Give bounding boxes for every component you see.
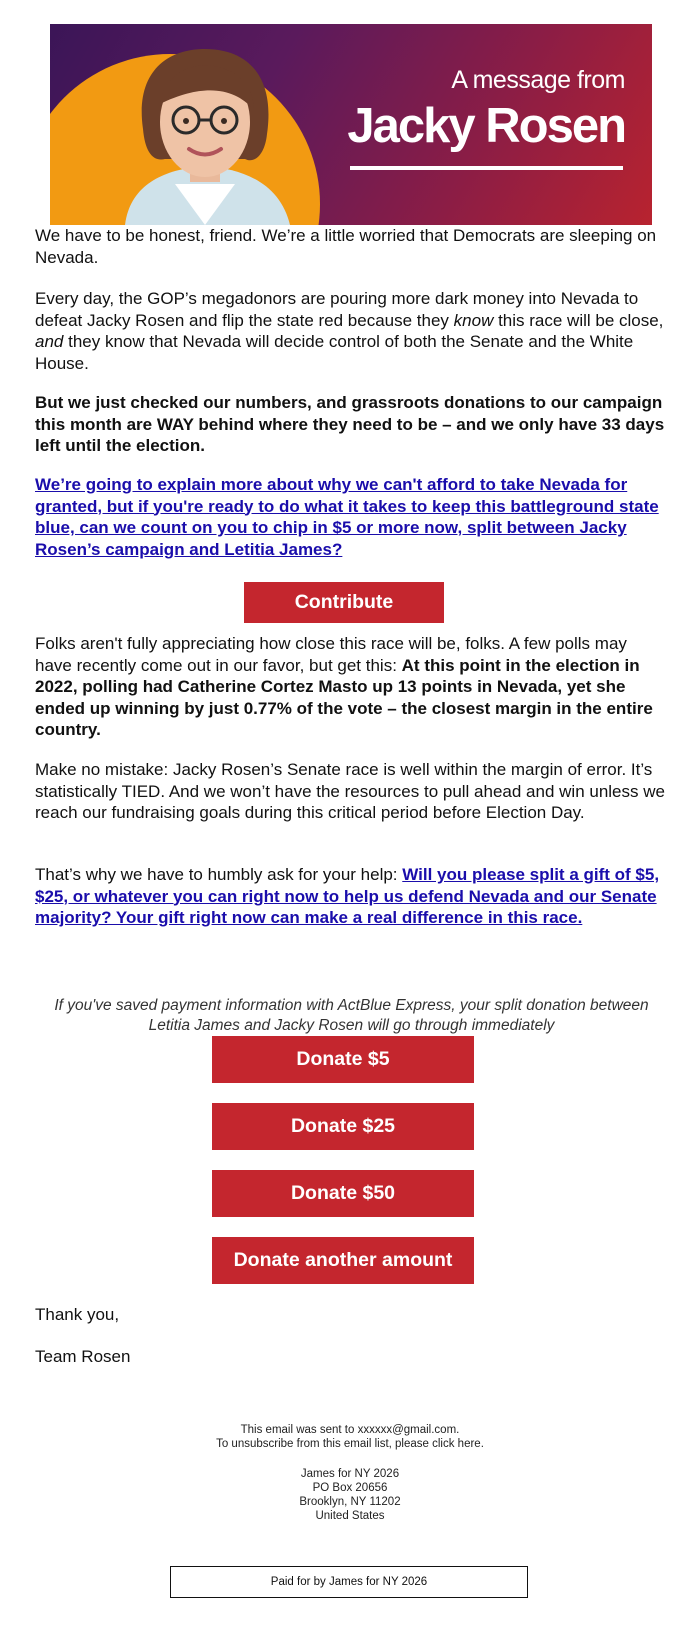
banner-underline <box>350 166 623 170</box>
paragraph-text: this race will be close, <box>493 310 664 330</box>
contribute-button[interactable]: Contribute <box>244 582 444 623</box>
signoff-text: Team Rosen <box>35 1347 131 1366</box>
footer-org: James for NY 2026 <box>300 1468 400 1480</box>
footer-text: . <box>480 1438 484 1450</box>
paragraph-polling <box>35 633 668 741</box>
paragraph-margin: Make no mistake: Jacky Rosen’s Senate race is well within the margin of error. It’s statistically TIED. And we won’t have the resources to pull ahead and win unless we reach our fundraising goals during this critical period before Election Day. <box>35 760 665 822</box>
paragraph-megadonors <box>35 288 668 374</box>
paragraph-text: Every day, the GOP’s megadonors are pouring more dark money into Nevada to defeat Jacky Rosen and flip the state red because they <box>35 289 639 330</box>
paragraph-numbers: But we just checked our numbers, and grassroots donations to our campaign this month are WAY behind where they need to be – and we only have 33 days left until the election. <box>35 393 665 455</box>
header-banner <box>50 24 652 225</box>
paragraph-text: they know that Nevada will decide control of both the Senate and the White House. <box>35 332 634 373</box>
polling-highlight: At this point in the election in 2022, polling had Catherine Cortez Masto up 13 points in Nevada, yet she ended up winning by just 0.77% of the vote – the closest margin in the entire country. <box>35 655 653 739</box>
emphasis-know: know <box>453 310 494 330</box>
unsubscribe-link[interactable]: click here <box>432 1438 481 1450</box>
paragraph-ask <box>35 474 668 560</box>
emphasis-and: and <box>35 332 64 351</box>
gift-link[interactable]: Will you please split a gift of $5, $25, or whatever you can right now to help us defend Nevada and our Senate majority? Your gift right now can make a real difference in this race. <box>35 865 660 927</box>
footer-sent-to: This email was sent to xxxxxx@gmail.com. <box>240 1424 460 1436</box>
paid-for-box: Paid for by James for NY 2026 <box>170 1566 528 1598</box>
footer-country: United States <box>315 1510 385 1522</box>
footer-city: Brooklyn, NY 11202 <box>299 1496 401 1508</box>
thanks-text: Thank you, <box>35 1305 120 1324</box>
footer-po-box: PO Box 20656 <box>312 1482 388 1494</box>
paragraph-help <box>35 864 668 929</box>
actblue-note: If you've saved payment information with ActBlue Express, your split donation between Letitia James and Jacky Rosen will go through immediately <box>54 997 649 1034</box>
ask-link[interactable]: We’re going to explain more about why we can't afford to take Nevada for granted, but if you're ready to do what it takes to keep this battleground state blue, can we count on you to chip in $5 or more now, split between Jacky Rosen’s campaign and Letitia James? <box>35 475 659 559</box>
footer-unsubscribe <box>0 1437 700 1451</box>
donate-5-button[interactable]: Donate $5 <box>212 1036 474 1083</box>
donate-25-button[interactable]: Donate $25 <box>212 1103 474 1150</box>
donate-50-button[interactable]: Donate $50 <box>212 1170 474 1217</box>
paragraph-intro: We have to be honest, friend. We’re a little worried that Democrats are sleeping on Nevada. <box>35 226 657 267</box>
paragraph-text: Folks aren't fully appreciating how close this race will be, folks. A few polls may have recently come out in our favor, but get this: <box>35 634 627 675</box>
candidate-portrait <box>105 34 305 225</box>
paragraph-text: That’s why we have to humbly ask for your help: <box>35 865 403 884</box>
donate-other-button[interactable]: Donate another amount <box>212 1237 474 1284</box>
banner-title: Jacky Rosen <box>347 99 625 153</box>
banner-subtitle: A message from <box>451 66 625 94</box>
footer-text: To unsubscribe from this email list, please <box>216 1438 433 1450</box>
